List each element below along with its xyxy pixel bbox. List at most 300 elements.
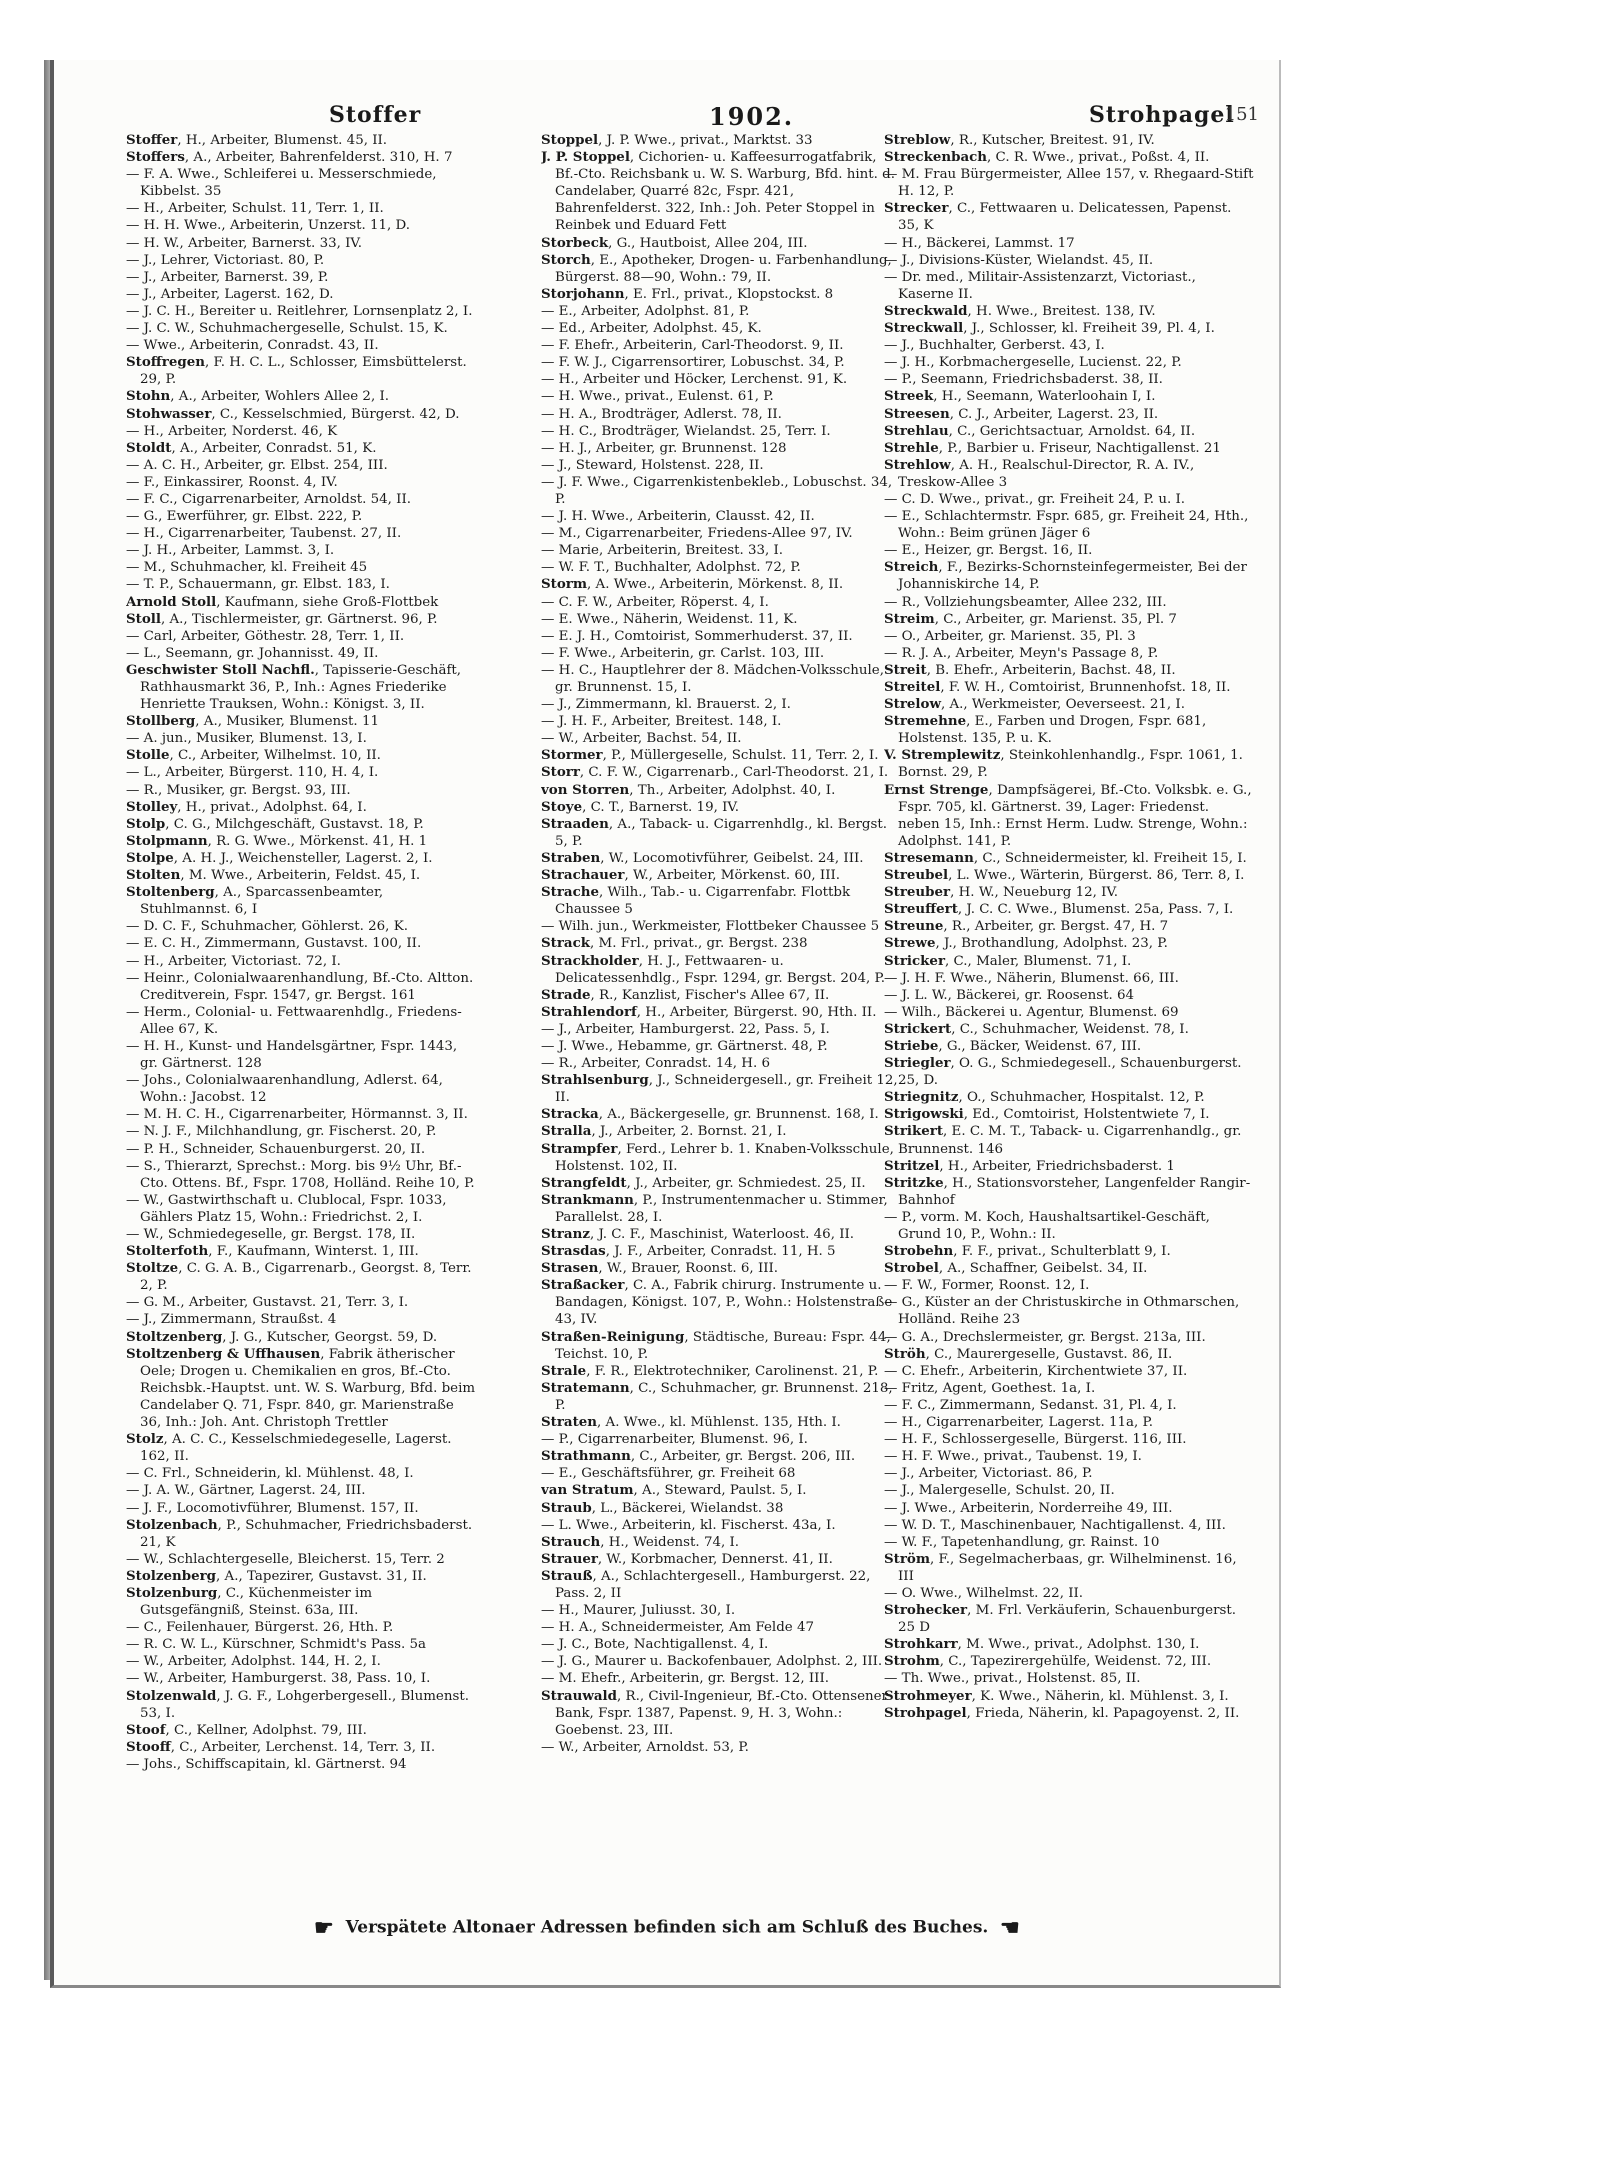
entry-surname: Strachauer xyxy=(541,867,625,884)
column-left xyxy=(126,132,476,1892)
directory-entry xyxy=(541,645,901,662)
directory-entry xyxy=(884,1038,1254,1055)
directory-entry xyxy=(126,628,476,645)
directory-entry xyxy=(126,1688,476,1722)
directory-entry xyxy=(541,1141,901,1175)
entry-details: , C., Schneidermeister, kl. Freiheit 15, I. xyxy=(973,850,1247,866)
directory-entry xyxy=(541,1123,901,1140)
directory-entry xyxy=(884,782,1254,850)
directory-entry xyxy=(126,474,476,491)
entry-details: , A., Schaffner, Geibelst. 34, II. xyxy=(938,1261,1148,1277)
directory-entry xyxy=(126,406,476,423)
entry-details: — H., Maurer, Juliusst. 30, I. xyxy=(541,1603,736,1619)
directory-entry xyxy=(541,149,901,234)
directory-entry xyxy=(126,423,476,440)
directory-entry xyxy=(541,1414,901,1431)
directory-entry xyxy=(884,1380,1254,1397)
entry-details: — J., Lehrer, Victoriast. 80, P. xyxy=(126,252,325,268)
entry-details: — C., Feilenhauer, Bürgerst. 26, Hth. P. xyxy=(126,1620,394,1636)
entry-details: — J. H. F., Arbeiter, Breitest. 148, I. xyxy=(541,714,782,730)
entry-surname: Strauch xyxy=(541,1533,601,1550)
directory-entry xyxy=(884,1021,1254,1038)
entry-surname: Stoffers xyxy=(126,149,185,166)
entry-details: — A. C. H., Arbeiter, gr. Elbst. 254, III. xyxy=(126,457,388,473)
directory-entry xyxy=(541,457,901,474)
directory-entry xyxy=(126,1739,476,1756)
directory-entry xyxy=(541,1363,901,1380)
entry-details: — H. F. Wwe., privat., Taubenst. 19, I. xyxy=(884,1449,1142,1465)
entry-details: , Dampfsägerei, Bf.-Cto. Volksbk. e. G., Fspr. 705, kl. Gärtnerst. 39, Lager: Friedenst. neben 15, Inh.: Ernst Herm. Ludw. Strenge, Wohn.: Adolphst. 141, P. xyxy=(898,782,1252,849)
directory-entry xyxy=(884,1175,1254,1209)
entry-surname: Storr xyxy=(541,764,580,781)
entry-details: — H. A., Schneidermeister, Am Felde 47 xyxy=(541,1620,815,1636)
entry-details: — F. Ehefr., Arbeiterin, Carl-Theodorst. 9, II. xyxy=(541,338,844,354)
entry-surname: Stoltzenberg xyxy=(126,1328,223,1345)
entry-surname: Stolzenburg xyxy=(126,1584,218,1601)
entry-surname: Stolz xyxy=(126,1431,164,1448)
directory-entry xyxy=(884,696,1254,713)
entry-surname: Streubel xyxy=(884,867,949,884)
entry-details: , J. P. Wwe., privat., Marktst. 33 xyxy=(598,133,813,148)
entry-details: — H. H., Kunst- und Handelsgärtner, Fspr. 1443, gr. Gärtnerst. 128 xyxy=(126,1038,458,1072)
directory-entry xyxy=(541,525,901,542)
entry-surname: Stoltze xyxy=(126,1260,179,1277)
entry-details: , R., Kutscher, Breitest. 91, IV. xyxy=(950,133,1155,148)
directory-entry xyxy=(541,935,901,952)
entry-details: , C., Maler, Blumenst. 71, I. xyxy=(945,953,1132,969)
directory-entry xyxy=(884,611,1254,628)
entry-details: , F. W. H., Comtoirist, Brunnenhofst. 18, II. xyxy=(940,680,1231,695)
entry-details: , C., Kesselschmied, Bürgerst. 42, D. xyxy=(211,406,460,422)
entry-surname: Strewe xyxy=(884,935,936,952)
directory-entry xyxy=(884,645,1254,662)
entry-surname: V. Stremplewitz xyxy=(884,747,1001,764)
directory-entry xyxy=(126,645,476,662)
entry-surname: Stooff xyxy=(126,1738,171,1755)
directory-entry xyxy=(884,1209,1254,1243)
directory-entry xyxy=(884,1585,1254,1602)
entry-details: — H., Arbeiter, Schulst. 11, Terr. 1, II. xyxy=(126,201,384,217)
page-footer-note xyxy=(314,1915,1219,1945)
directory-entry xyxy=(541,371,901,388)
header-first-entry: Stoffer xyxy=(329,102,422,128)
entry-surname: Strasdas xyxy=(541,1243,606,1260)
entry-details: , O. G., Schmiedegesell., Schauenburgerst. 25, D. xyxy=(898,1056,1242,1089)
directory-entry xyxy=(884,1243,1254,1260)
directory-entry xyxy=(884,901,1254,918)
directory-entry xyxy=(884,423,1254,440)
entry-surname: Straten xyxy=(541,1414,598,1431)
entry-details: — W., Arbeiter, Bachst. 54, II. xyxy=(541,731,742,747)
directory-entry xyxy=(541,1670,901,1687)
entry-details: — Wilh., Bäckerei u. Agentur, Blumenst. 69 xyxy=(884,1004,1179,1020)
entry-details: — H. C., Brodträger, Wielandst. 25, Terr. I. xyxy=(541,423,831,439)
entry-details: , G., Hautboist, Allee 204, III. xyxy=(608,235,808,251)
directory-entry xyxy=(126,508,476,525)
directory-entry xyxy=(541,1380,901,1414)
entry-surname: Streuffert xyxy=(884,901,958,918)
directory-entry xyxy=(126,1465,476,1482)
entry-surname: Strelow xyxy=(884,696,941,713)
entry-details: , W., Arbeiter, Mörkenst. 60, III. xyxy=(624,868,841,884)
entry-surname: Stranz xyxy=(541,1226,590,1242)
directory-entry xyxy=(541,764,901,781)
entry-details: , H., Arbeiter, Friedrichsbaderst. 1 xyxy=(939,1158,1175,1174)
directory-entry xyxy=(884,1602,1254,1636)
entry-details: — F. W. J., Cigarrensortirer, Lobuschst. 34, P. xyxy=(541,355,845,371)
entry-details: , C. T., Barnerst. 19, IV. xyxy=(582,799,739,815)
entry-surname: Stolp xyxy=(126,815,166,832)
entry-details: — G., Ewerführer, gr. Elbst. 222, P. xyxy=(126,509,363,525)
entry-surname: Streckenbach xyxy=(884,149,988,166)
entry-details: , M. Wwe., Arbeiterin, Feldst. 45, I. xyxy=(180,868,421,884)
entry-details: — A. jun., Musiker, Blumenst. 13, I. xyxy=(126,731,367,747)
directory-entry xyxy=(541,1329,901,1363)
entry-details: , C., Kellner, Adolphst. 79, III. xyxy=(165,1722,367,1738)
entry-surname: Stoffer xyxy=(126,132,178,148)
directory-entry xyxy=(126,1636,476,1653)
directory-entry xyxy=(126,1123,476,1140)
directory-entry xyxy=(884,713,1254,747)
entry-details: , R., Civil-Ingenieur, Bf.-Cto. Ottensener Bank, Fspr. 1387, Papenst. 9, H. 3, Wohn.: Goebenst. 23, III. xyxy=(555,1688,888,1738)
directory-entry xyxy=(884,1670,1254,1687)
entry-surname: Geschwister Stoll Nachfl. xyxy=(126,661,315,678)
entry-details: — R., Arbeiter, Conradst. 14, H. 6 xyxy=(541,1056,771,1072)
entry-surname: Stoye xyxy=(541,798,583,815)
entry-details: — G., Küster an der Christuskirche in Othmarschen, Holländ. Reihe 23 xyxy=(884,1295,1240,1328)
entry-details: , J. C. F., Maschinist, Waterloost. 46, II. xyxy=(589,1227,855,1242)
directory-entry xyxy=(541,1688,901,1739)
entry-details: — Dr. med., Militair-Assistenzarzt, Victoriast., Kaserne II. xyxy=(884,269,1196,302)
entry-surname: Stoffregen xyxy=(126,354,205,371)
entry-details: , P., Barbier u. Friseur, Nachtigallenst. 21 xyxy=(938,440,1221,456)
entry-details: — J. Wwe., Hebamme, gr. Gärtnerst. 48, P. xyxy=(541,1038,828,1054)
directory-entry xyxy=(884,594,1254,611)
entry-surname: Streit xyxy=(884,661,927,678)
entry-surname: Streitel xyxy=(884,679,941,695)
directory-entry xyxy=(884,1294,1254,1328)
entry-surname: Strathmann xyxy=(541,1448,631,1465)
entry-details: , A., Tischlermeister, gr. Gärtnerst. 96, P. xyxy=(160,611,438,627)
directory-entry xyxy=(126,149,476,166)
entry-details: — O., Arbeiter, gr. Marienst. 35, Pl. 3 xyxy=(884,628,1136,644)
directory-entry xyxy=(541,1534,901,1551)
entry-details: , A., Schlachtergesell., Hamburgerst. 22, Pass. 2, II xyxy=(555,1568,871,1601)
entry-details: , C. A., Fabrik chirurg. Instrumente u. Bandagen, Königst. 107, P., Wohn.: Holstenstraße 43, IV. xyxy=(555,1278,893,1328)
entry-surname: Straaden xyxy=(541,815,609,832)
directory-entry xyxy=(126,594,476,611)
directory-entry xyxy=(541,1500,901,1517)
directory-entry xyxy=(126,1431,476,1465)
column-right xyxy=(884,132,1254,1892)
directory-entry xyxy=(884,235,1254,252)
directory-entry xyxy=(541,730,901,747)
entry-surname: Stoldt xyxy=(126,439,172,456)
entry-surname: Strohecker xyxy=(884,1602,968,1619)
entry-details: — J. H., Korbmachergeselle, Lucienst. 22, P. xyxy=(884,355,1182,371)
directory-entry xyxy=(126,1670,476,1687)
directory-entry xyxy=(126,747,476,764)
entry-surname: Stolley xyxy=(126,798,178,815)
directory-entry xyxy=(884,406,1254,423)
entry-surname: Strampfer xyxy=(541,1140,618,1157)
directory-entry xyxy=(541,1106,901,1123)
directory-entry xyxy=(126,1004,476,1038)
entry-details: — H. H. Wwe., Arbeiterin, Unzerst. 11, D. xyxy=(126,218,411,234)
entry-details: — M., Cigarrenarbeiter, Friedens-Allee 97, IV. xyxy=(541,526,853,542)
entry-details: , F. R., Elektrotechniker, Carolinenst. 21, P. xyxy=(586,1363,879,1379)
directory-entry xyxy=(541,576,901,593)
entry-details: , L. Wwe., Wärterin, Bürgerst. 86, Terr. 8, I. xyxy=(948,868,1245,884)
directory-entry xyxy=(126,1294,476,1311)
entry-details: — P., vorm. M. Koch, Haushaltsartikel-Geschäft, Grund 10, P., Wohn.: II. xyxy=(884,1209,1210,1242)
entry-surname: Strohpagel xyxy=(884,1704,967,1721)
directory-entry xyxy=(884,1106,1254,1123)
entry-details: , C. G., Milchgeschäft, Gustavst. 18, P. xyxy=(165,816,424,832)
directory-entry xyxy=(126,1722,476,1739)
entry-details: , F., Kaufmann, Winterst. 1, III. xyxy=(208,1244,419,1260)
directory-entry xyxy=(126,935,476,952)
entry-details: , C., Gerichtsactuar, Arnoldst. 64, II. xyxy=(948,423,1196,439)
entry-details: — C. D. Wwe., privat., gr. Freiheit 24, P. u. I. xyxy=(884,491,1185,507)
directory-entry xyxy=(541,1021,901,1038)
entry-details: — L., Seemann, gr. Johannisst. 49, II. xyxy=(126,645,379,661)
entry-details: , C. R. Wwe., privat., Poßst. 4, II. xyxy=(987,150,1210,166)
entry-details: — W., Schlachtergeselle, Bleicherst. 15, Terr. 2 xyxy=(126,1551,445,1567)
entry-surname: Strohmeyer xyxy=(884,1687,972,1704)
entry-details: — G. A., Drechslermeister, gr. Bergst. 213a, III. xyxy=(884,1329,1206,1345)
directory-entry xyxy=(126,525,476,542)
directory-entry xyxy=(126,953,476,970)
entry-surname: Strigowski xyxy=(884,1106,964,1123)
directory-entry xyxy=(541,713,901,730)
entry-details: — Herm., Colonial- u. Fettwaarenhdlg., Friedens-Allee 67, K. xyxy=(126,1004,462,1037)
entry-details: , A. Wwe., kl. Mühlenst. 135, Hth. I. xyxy=(597,1415,841,1431)
entry-surname: Strade xyxy=(541,986,591,1003)
entry-details: — Wilh. jun., Werkmeister, Flottbeker Chaussee 5 xyxy=(541,919,880,935)
entry-details: , F. F., privat., Schulterblatt 9, I. xyxy=(953,1244,1171,1260)
entry-details: , J., Schneidergesell., gr. Freiheit 12, II. xyxy=(555,1073,898,1106)
entry-surname: Strauwald xyxy=(541,1687,617,1704)
entry-details: , A., Musiker, Blumenst. 11 xyxy=(195,714,379,730)
directory-entry xyxy=(126,491,476,508)
directory-entry xyxy=(884,508,1254,542)
entry-details: , E., Farben und Drogen, Fspr. 681, Holstenst. 135, P. u. K. xyxy=(898,714,1207,747)
entry-surname: Striegler xyxy=(884,1055,951,1072)
directory-entry xyxy=(884,269,1254,303)
entry-details: — Johs., Colonialwaarenhandlung, Adlerst. 64, Wohn.: Jacobst. 12 xyxy=(126,1073,443,1106)
directory-entry xyxy=(884,388,1254,405)
directory-entry xyxy=(541,628,901,645)
directory-entry xyxy=(126,1346,476,1431)
directory-entry xyxy=(541,953,901,987)
directory-entry xyxy=(126,166,476,200)
entry-details: — P., Cigarrenarbeiter, Blumenst. 96, I. xyxy=(541,1432,808,1448)
entry-details: , A. Wwe., Arbeiterin, Mörkenst. 8, II. xyxy=(587,577,844,593)
entry-details: — Th. Wwe., privat., Holstenst. 85, II. xyxy=(884,1671,1141,1687)
entry-details: — Heinr., Colonialwaarenhandlung, Bf.-Cto. Altton. Creditverein, Fspr. 1547, gr. Bergst. 161 xyxy=(126,970,474,1003)
entry-details: , H. W., Neueburg 12, IV. xyxy=(950,885,1119,901)
directory-entry xyxy=(541,132,901,149)
entry-surname: Arnold Stoll xyxy=(126,593,217,610)
entry-details: , M. Frl., privat., gr. Bergst. 238 xyxy=(590,936,808,952)
entry-details: — W., Gastwirthschaft u. Clublocal, Fspr. 1033, Gählers Platz 15, Wohn.: Friedrichst. 2, I. xyxy=(126,1192,447,1225)
entry-details: , M. Frl. Verkäuferin, Schauenburgerst. 25 D xyxy=(898,1603,1236,1636)
directory-entry xyxy=(126,611,476,628)
directory-entry xyxy=(541,1739,901,1756)
entry-details: , H., Seemann, Waterloohain I, I. xyxy=(933,389,1156,405)
entry-details: , C., Arbeiter, gr. Marienst. 35, Pl. 7 xyxy=(934,611,1177,627)
directory-entry xyxy=(541,1653,901,1670)
entry-details: — F. C., Cigarrenarbeiter, Arnoldst. 54, II. xyxy=(126,491,412,507)
directory-entry xyxy=(126,1141,476,1158)
entry-details: , E. Frl., privat., Klopstockst. 8 xyxy=(624,286,834,302)
entry-surname: Stricker xyxy=(884,952,946,969)
entry-details: , A., Arbeiter, Conradst. 51, K. xyxy=(171,440,377,456)
directory-entry xyxy=(126,918,476,935)
directory-entry xyxy=(884,1004,1254,1021)
entry-details: — D. C. F., Schuhmacher, Göhlerst. 26, K. xyxy=(126,919,408,935)
entry-details: , H., Arbeiter, Blumenst. 45, II. xyxy=(177,133,388,148)
directory-entry xyxy=(541,1465,901,1482)
directory-entry xyxy=(884,1346,1254,1363)
directory-entry xyxy=(126,217,476,234)
entry-surname: Stoof xyxy=(126,1721,166,1738)
pointing-hand-icon: ☛ xyxy=(1000,1915,1020,1941)
entry-surname: Stresemann xyxy=(884,849,974,866)
directory-entry xyxy=(884,1465,1254,1482)
entry-details: — R. C. W. L., Kürschner, Schmidt's Pass. 5a xyxy=(126,1637,427,1653)
entry-surname: Streek xyxy=(884,388,934,405)
entry-surname: Streich xyxy=(884,559,939,576)
entry-details: , C., Schuhmacher, Weidenst. 78, I. xyxy=(951,1021,1189,1037)
entry-surname: J. P. Stoppel xyxy=(541,149,630,166)
directory-entry xyxy=(884,371,1254,388)
entry-details: — J. C., Bote, Nachtigallenst. 4, I. xyxy=(541,1637,769,1653)
entry-details: — E., Arbeiter, Adolphst. 81, P. xyxy=(541,303,750,319)
entry-details: — P., Seemann, Friedrichsbaderst. 38, II. xyxy=(884,372,1163,388)
entry-surname: Storbeck xyxy=(541,234,609,251)
directory-entry xyxy=(541,696,901,713)
directory-entry xyxy=(126,354,476,388)
pointing-hand-icon: ☛ xyxy=(314,1915,334,1941)
entry-details: — J., Arbeiter, Lagerst. 162, D. xyxy=(126,286,334,302)
entry-details: — J. C. H., Bereiter u. Reitlehrer, Lornsenplatz 2, I. xyxy=(126,303,473,319)
directory-entry xyxy=(884,457,1254,491)
entry-details: , P., Müllergeselle, Schulst. 11, Terr. 2, I. xyxy=(602,748,879,764)
directory-entry xyxy=(541,918,901,935)
entry-surname: Straßen-Reinigung xyxy=(541,1328,685,1345)
directory-entry xyxy=(541,1055,901,1072)
directory-entry xyxy=(541,1431,901,1448)
entry-surname: Stremehne xyxy=(884,713,967,730)
entry-surname: van Stratum xyxy=(541,1482,634,1499)
directory-entry xyxy=(126,833,476,850)
entry-details: — H., Cigarrenarbeiter, Lagerst. 11a, P. xyxy=(884,1415,1154,1431)
entry-details: , C., Maurergeselle, Gustavst. 86, II. xyxy=(925,1346,1173,1362)
entry-details: — E. C. H., Zimmermann, Gustavst. 100, II. xyxy=(126,936,422,952)
entry-surname: Stoltenberg xyxy=(126,884,215,901)
entry-surname: Strehlow xyxy=(884,456,951,473)
entry-details: — Marie, Arbeiterin, Breitest. 33, I. xyxy=(541,543,784,559)
entry-surname: Streckwall xyxy=(884,320,964,337)
directory-entry xyxy=(126,1226,476,1243)
entry-details: , H., Weidenst. 74, I. xyxy=(600,1534,740,1550)
entry-details: , A. C. C., Kesselschmiedegeselle, Lagerst. 162, II. xyxy=(140,1432,452,1465)
entry-details: — J. F. Wwe., Cigarrenkistenbekleb., Lobuschst. 34, P. xyxy=(541,474,893,507)
directory-entry xyxy=(126,252,476,269)
entry-details: — H., Arbeiter und Höcker, Lerchenst. 91, K. xyxy=(541,372,848,388)
entry-surname: Strauer xyxy=(541,1550,598,1567)
entry-details: , C., Tapezirergehülfe, Weidenst. 72, III. xyxy=(939,1654,1212,1670)
directory-entry xyxy=(884,559,1254,593)
directory-entry xyxy=(884,1414,1254,1431)
entry-surname: Stolterfoth xyxy=(126,1243,209,1260)
directory-entry xyxy=(884,200,1254,234)
directory-entry xyxy=(541,747,901,764)
entry-details: — J. Wwe., Arbeiterin, Norderreihe 49, III. xyxy=(884,1500,1173,1516)
entry-details: — W., Arbeiter, Adolphst. 144, H. 2, I. xyxy=(126,1654,381,1670)
entry-surname: Ernst Strenge xyxy=(884,781,989,798)
entry-surname: Streuber xyxy=(884,884,951,901)
directory-entry xyxy=(126,970,476,1004)
directory-entry xyxy=(541,542,901,559)
directory-entry xyxy=(541,508,901,525)
directory-entry xyxy=(126,286,476,303)
directory-entry xyxy=(884,320,1254,337)
entry-details: , R., Kanzlist, Fischer's Allee 67, II. xyxy=(590,987,830,1003)
entry-surname: Strahlsenburg xyxy=(541,1072,649,1089)
directory-entry xyxy=(541,474,901,508)
entry-details: — H., Arbeiter, Norderst. 46, K xyxy=(126,423,338,439)
entry-details: , A., Sparcassenbeamter, Stuhlmannst. 6, I xyxy=(140,885,384,918)
entry-surname: Storm xyxy=(541,576,588,593)
entry-details: , W., Brauer, Roonst. 6, III. xyxy=(598,1261,779,1277)
column-middle xyxy=(541,132,901,1892)
entry-details: — M. Ehefr., Arbeiterin, gr. Bergst. 12, III. xyxy=(541,1671,830,1687)
entry-details: , J., Arbeiter, gr. Schmiedest. 25, II. xyxy=(626,1175,866,1191)
entry-surname: Stolten xyxy=(126,867,181,884)
entry-details: , L., Bäckerei, Wielandst. 38 xyxy=(591,1500,784,1516)
directory-entry xyxy=(541,816,901,850)
directory-entry xyxy=(541,354,901,371)
entry-surname: Stracka xyxy=(541,1106,599,1123)
entry-surname: Stolle xyxy=(126,747,170,764)
entry-surname: Strikert xyxy=(884,1123,944,1140)
entry-details: , Ed., Comtoirist, Holstentwiete 7, I. xyxy=(963,1107,1210,1123)
entry-surname: Strehle xyxy=(884,439,939,456)
entry-details: — J. H., Arbeiter, Lammst. 3, I. xyxy=(126,543,335,559)
entry-details: , Cichorien- u. Kaffeesurrogatfabrik, Bf.-Cto. Reichsbank u. W. S. Warburg, Bfd. hint. d. Candelaber, Quarré 82c, Fspr. 421, Bahrenfelderst. 322, Inh.: Joh. Peter Stoppel in Reinbek und Eduard Fett xyxy=(555,150,895,234)
entry-details: — E., Schlachtermstr. Fspr. 685, gr. Freiheit 24, Hth., Wohn.: Beim grünen Jäger 6 xyxy=(884,509,1249,542)
directory-entry xyxy=(541,1517,901,1534)
directory-entry xyxy=(126,1158,476,1192)
entry-details: — W. F., Tapetenhandlung, gr. Rainst. 10 xyxy=(884,1534,1160,1550)
directory-entry xyxy=(884,747,1254,781)
directory-entry xyxy=(126,662,476,713)
directory-entry xyxy=(541,1568,901,1602)
entry-details: — H. W., Arbeiter, Barnerst. 33, IV. xyxy=(126,235,362,251)
directory-entry xyxy=(541,1260,901,1277)
directory-entry xyxy=(884,1705,1254,1722)
entry-details: — J. G., Maurer u. Backofenbauer, Adolphst. 2, III. xyxy=(541,1654,883,1670)
entry-details: , P., Instrumentenmacher u. Stimmer, Parallelst. 28, I. xyxy=(555,1192,888,1225)
entry-surname: Streblow xyxy=(884,132,951,148)
directory-entry xyxy=(126,816,476,833)
entry-surname: Strehlau xyxy=(884,422,949,439)
directory-entry xyxy=(884,1431,1254,1448)
entry-details: — E., Heizer, gr. Bergst. 16, II. xyxy=(884,543,1093,559)
